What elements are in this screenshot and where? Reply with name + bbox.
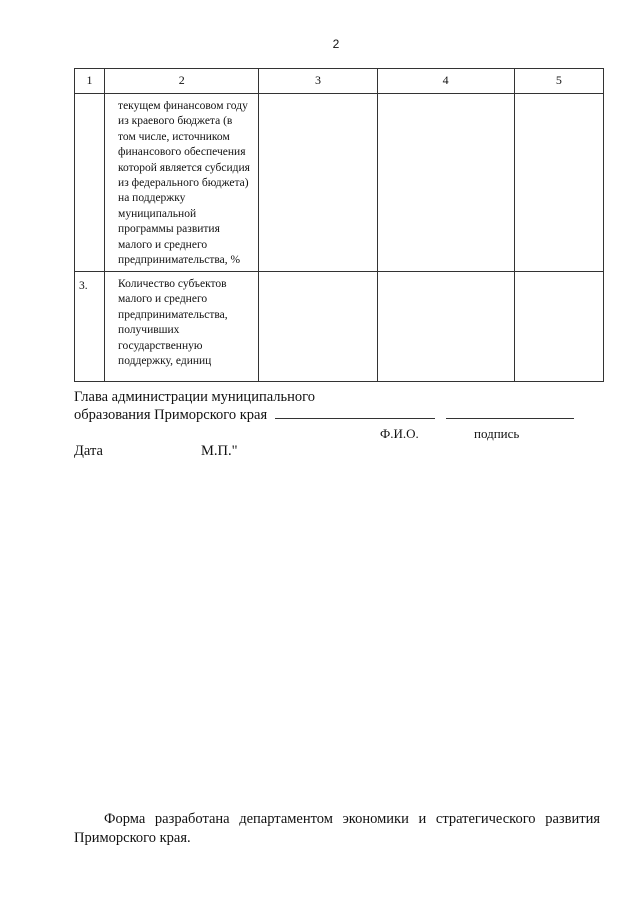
- page-number: 2: [332, 37, 340, 51]
- table-row: [75, 94, 604, 272]
- table-header-row: [75, 69, 604, 94]
- header-cell-3: 3: [259, 69, 377, 94]
- value-cell-3: [259, 94, 377, 272]
- signature-title-line-1: Глава администрации муниципального: [74, 389, 315, 405]
- row-number-cell: [75, 94, 105, 272]
- header-cell-1: 1: [75, 69, 105, 94]
- date-label: Дата: [74, 443, 103, 459]
- value-cell-4: [377, 94, 514, 272]
- footer-note: Форма разработана департаментом экономики и стратегического развития Приморского края.: [74, 811, 600, 846]
- signature-title-line-2: [74, 406, 614, 424]
- value-cell-4: [377, 272, 514, 382]
- value-cell-3: [259, 272, 377, 382]
- row-number-cell: 3.: [75, 272, 105, 382]
- fio-label: Ф.И.О.: [380, 426, 419, 441]
- value-cell-5: [514, 272, 603, 382]
- signature-label: подпись: [474, 426, 520, 441]
- indicator-name-cell: Количество субъектов малого и среднего предпринимательства, получивших государственную поддержку, единиц: [105, 272, 259, 382]
- header-cell-2: 2: [105, 69, 259, 94]
- seal-label: М.П.": [201, 443, 238, 459]
- fio-blank-line: [275, 406, 435, 419]
- value-cell-5: [514, 94, 603, 272]
- signature-blank-line: [446, 406, 574, 419]
- header-cell-4: 4: [377, 69, 514, 94]
- signature-block: [74, 388, 614, 424]
- table-row: [75, 272, 604, 382]
- indicator-table: [74, 68, 604, 382]
- header-cell-5: 5: [514, 69, 603, 94]
- signature-org-label: образования Приморского края: [74, 407, 268, 423]
- indicator-name-cell: текущем финансовом году из краевого бюджета (в том числе, источником финансового обеспечения которой является субсидия из федерального бюджета) на поддержку муниципальной программы развития малого и среднего предпринимательства, %: [105, 94, 259, 272]
